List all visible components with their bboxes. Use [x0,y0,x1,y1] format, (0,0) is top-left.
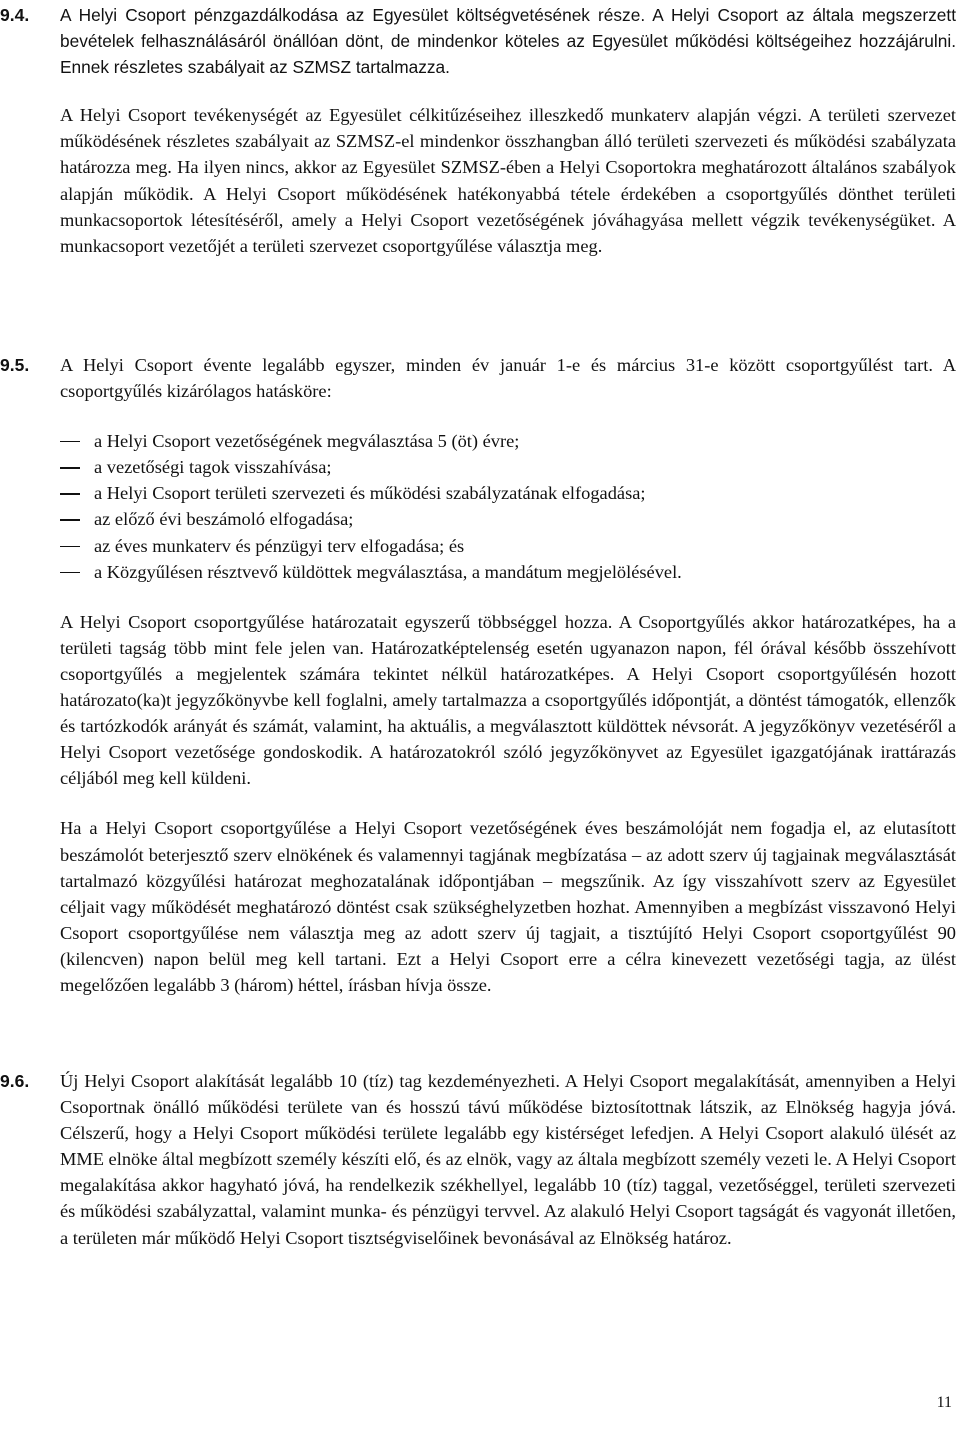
paragraph: A Helyi Csoport pénzgazdálkodása az Egyesület költségvetésének része. A Helyi Csoport az általa megszerzett bevételek felhasználásáról önállóan dönt, de mindenkor köteles az Egyesület működési költségeihez hozzájárulni. Ennek részletes szabályait az SZMSZ tartalmazza. [60,5,956,78]
page-number: 11 [936,1394,952,1411]
list-item: az éves munkaterv és pénzügyi terv elfogadása; és [60,533,956,559]
paragraph: Új Helyi Csoport alakítását legalább 10 (tíz) tag kezdeményezheti. A Helyi Csoport megalakítását, amennyiben a Helyi Csoportnak önálló működési területe van és hosszú távú működése biztosítottnak látszik, az Elnökség hagyja jóvá. Célszerű, hogy a Helyi Csoport működési területe legalább egy kistérséget lefedjen. A Helyi Csoport alakuló ülését az MME elnöke által megbízott személy készíti elő, és az elnök, vagy az általa megbízott személy vezeti le. A Helyi Csoport megalakítása akkor hagyható jóvá, ha rendelkezik székhellyel, legalább 10 (tíz) taggal, vezetőséggel, területi szervezeti és működési szabályzattal, valamint munka- és pénzügyi tervvel. Az alakuló Helyi Csoport tagságát és vagyonát illetően, a területen már működő Helyi Csoport tisztségviselőinek bevonásával az Elnökség határoz. [60,1071,956,1248]
dash-bullet [60,467,80,468]
list-item: a Közgyűlésen résztvevő küldöttek megválasztása, a mandátum megjelölésével. [60,559,956,585]
list-item: a Helyi Csoport vezetőségének megválasztása 5 (öt) évre; [60,428,956,454]
paragraph: Ha a Helyi Csoport csoportgyűlése a Helyi Csoport vezetőségének éves beszámolóját nem fogadja el, az elutasított beszámolót beterjesztő szerv elnökének és valamennyi tagjának megbízatása – az adott szerv új tagjainak megválasztását tartalmazó közgyűlési határozat meghozatalának időpontjában – megszűnik. Az így visszahívott szerv az Egyesület céljait vagy működését meghatározó döntést csak szükséghelyzetben hozhat. Amennyiben a megbízást visszavonó Helyi Csoport csoportgyűlése nem választja meg az adott szerv új tagjait, a tisztújító Helyi Csoport csoportgyűlést 90 (kilencven) napon belül meg kell tartani. Ezt a Helyi Csoport erre a célra kinevezett vezetőségi tagja, az ülést megelőzően legalább 3 (három) héttel, írásban hívja össze. [60,818,956,995]
section-body [60,352,956,998]
paragraph: A Helyi Csoport évente legalább egyszer, minden év január 1-e és március 31-e között csoportgyűlést tart. A csoportgyűlés kizárólagos hatásköre: [60,355,956,402]
list-item: a Helyi Csoport területi szervezeti és működési szabályzatának elfogadása; [60,480,956,506]
dash-bullet [60,493,80,494]
section-number: 9.5. [0,355,30,375]
dash-bullet [60,572,80,573]
dash-bullet [60,519,80,520]
list-item: a vezetőségi tagok visszahívása; [60,454,956,480]
list-item: az előző évi beszámoló elfogadása; [60,506,956,532]
dash-bullet [60,546,80,547]
paragraph: A Helyi Csoport csoportgyűlése határozatait egyszerű többséggel hozza. A Csoportgyűlés akkor határozatképes, ha a területi tagság több mint fele jelen van. Határozatképtelenség esetén ugyanazon napon, fél órával később összehívott csoportgyűlés a megjelentek számára tekintet nélkül határozatképes. A Helyi Csoport csoportgyűlésén hozott határozato(ka)t jegyzőkönyvbe kell foglalni, amely tartalmazza a csoportgyűlés időpontját, a döntést támogatók, ellenzők és tartózkodók arányát és számát, valamint, ha aktuális, a megválasztott küldöttek névsorát. A jegyzőkönyv vezetéséről a Helyi Csoport vezetősége gondoskodik. A határozatokról szóló jegyzőkönyvet az Egyesület igazgatójának irattárazás céljából meg kell küldeni. [60,611,956,789]
section-number: 9.4. [0,5,30,25]
section-body [60,2,956,259]
dash-bullet [60,441,80,442]
paragraph: A Helyi Csoport tevékenységét az Egyesület célkitűzéseihez illeszkedő munkaterv alapján végzi. A területi szervezet működésének részletes szabályait az SZMSZ-el mindenkor összhangban álló területi szervezeti és működési szabályzata határozza meg. Ha ilyen nincs, akkor az Egyesület SZMSZ-ében a Helyi Csoportokra meghatározott általános szabályok alapján működik. A Helyi Csoport működésének hatékonyabbá tétele érdekében a csoportgyűlés dönthet területi munkacsoportok létesítéséről, amely a Helyi Csoport vezetőségének jóváhagyása mellett végzik tevékenységüket. A munkacsoport vezetőjét a területi szervezet csoportgyűlése választja meg. [60,105,956,256]
section-body [60,1068,956,1251]
competence-list [60,428,956,585]
section-number: 9.6. [0,1071,30,1091]
